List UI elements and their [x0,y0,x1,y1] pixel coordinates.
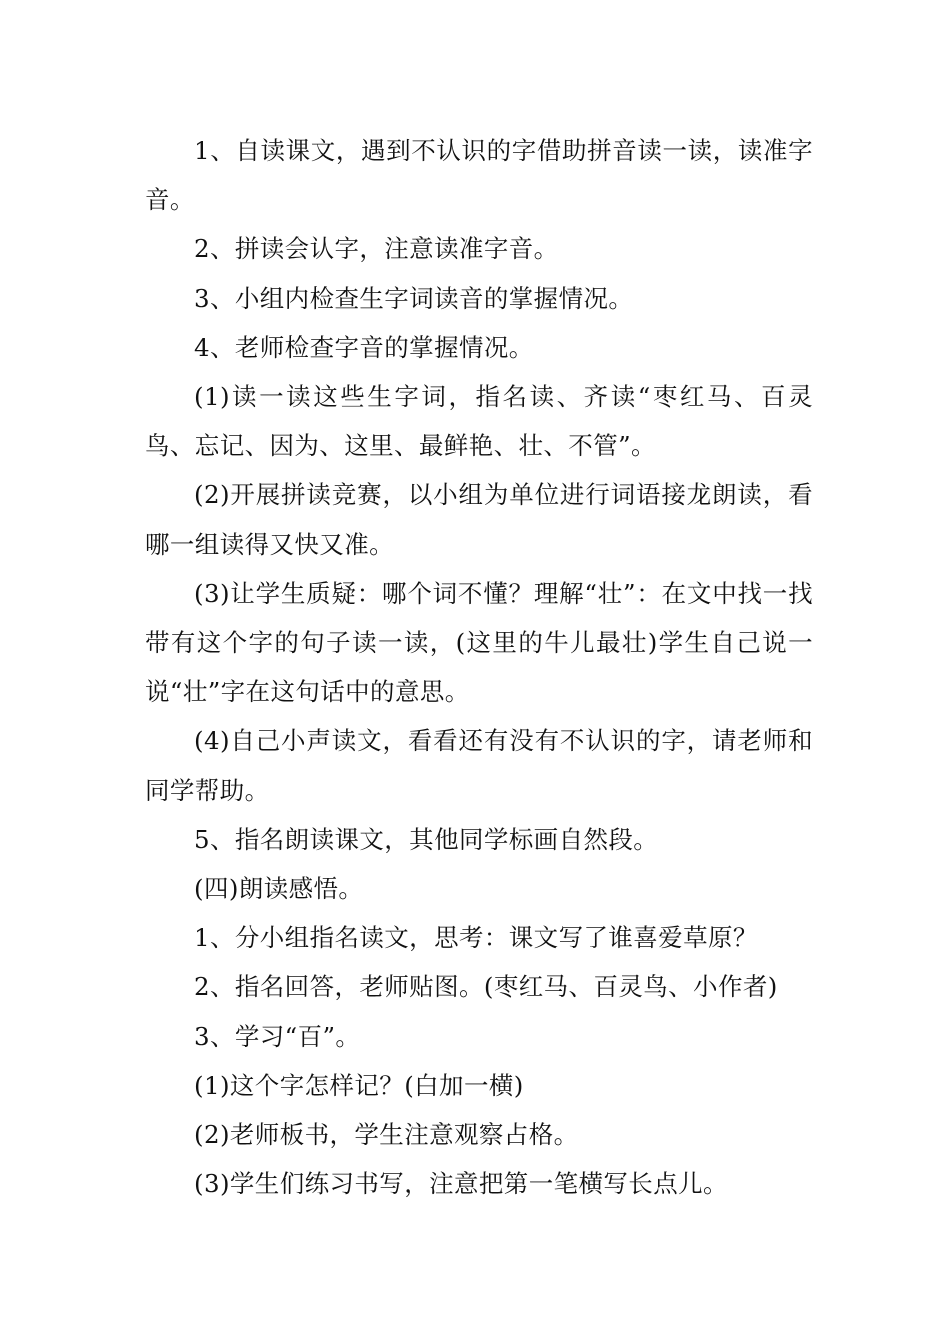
paragraph: 2、拼读会认字，注意读准字音。 [194,234,559,264]
paragraph: 5、指名朗读课文，其他同学标画自然段。 [194,824,659,854]
paragraph: (2)老师板书，学生注意观察占格。 [194,1120,579,1150]
document-body [145,126,813,1208]
paragraph: 3、小组内检查生字词读音的掌握情况。 [194,283,634,313]
section-heading: (四)朗读感悟。 [194,874,364,904]
paragraph: (1)读一读这些生字词，指名读、齐读“枣红马、百灵鸟、忘记、因为、这里、最鲜艳、壮、不管”。 [145,382,813,461]
paragraph: (1)这个字怎样记？(白加一横) [194,1070,524,1100]
paragraph: 3、学习“百”。 [194,1021,361,1051]
paragraph: 1、自读课文，遇到不认识的字借助拼音读一读，读准字音。 [145,136,813,215]
paragraph: 1、分小组指名读文，思考：课文写了谁喜爱草原？ [194,923,758,953]
paragraph: (3)让学生质疑：哪个词不懂？理解“壮”：在文中找一找带有这个字的句子读一读，(这里的牛儿最壮)学生自己说一说“壮”字在这句话中的意思。 [145,578,813,707]
paragraph: (3)学生们练习书写，注意把第一笔横写长点儿。 [194,1169,728,1199]
paragraph: 2、指名回答，老师贴图。(枣红马、百灵鸟、小作者) [194,972,778,1002]
paragraph: (4)自己小声读文，看看还有没有不认识的字，请老师和同学帮助。 [145,726,813,805]
paragraph: 4、老师检查字音的掌握情况。 [194,332,534,362]
paragraph: (2)开展拼读竞赛，以小组为单位进行词语接龙朗读，看哪一组读得又快又准。 [145,480,813,559]
